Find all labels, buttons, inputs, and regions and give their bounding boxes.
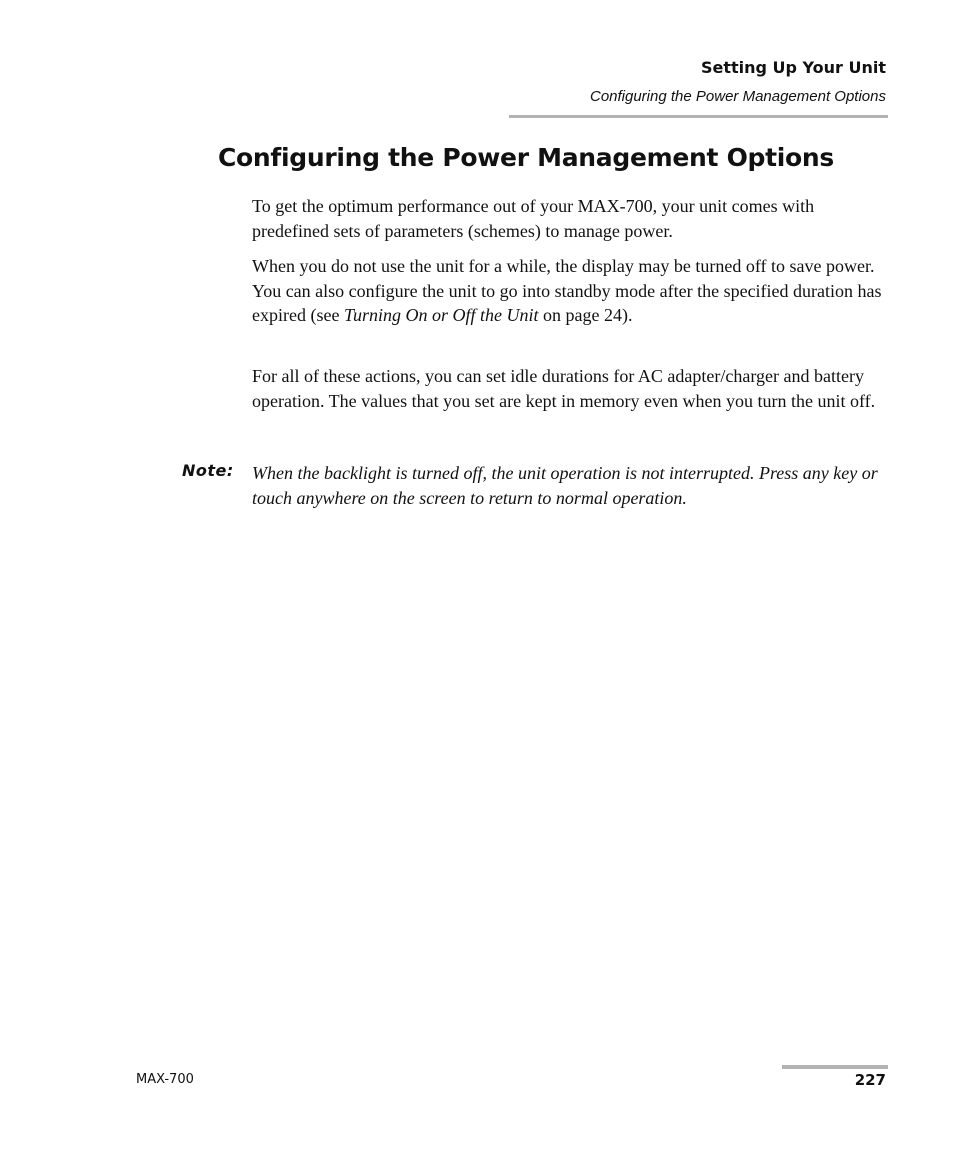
cross-reference-link[interactable]: Turning On or Off the Unit bbox=[343, 305, 539, 325]
paragraph-idle-durations: For all of these actions, you can set idle durations for AC adapter/charger and battery operation. The values that you set are kept in memory even when you turn the unit off. bbox=[252, 366, 876, 411]
running-header-chapter: Setting Up Your Unit bbox=[700, 58, 886, 77]
paragraph-intro: To get the optimum performance out of your MAX-700, your unit comes with predefined sets of parameters (schemes) to manage power. bbox=[252, 196, 815, 241]
page-title: Configuring the Power Management Options bbox=[218, 143, 834, 172]
paragraph-display-off bbox=[252, 254, 888, 328]
paragraph-text-before-link: When you do not use the unit for a while, the display may be turned off to save power. You can also configure the unit to go into standby mode after the specified duration has expired (see bbox=[252, 256, 882, 325]
running-header-section: Configuring the Power Management Options bbox=[589, 88, 886, 105]
note-text: When the backlight is turned off, the unit operation is not interrupted. Press any key or touch anywhere on the screen to return to normal operation. bbox=[252, 463, 878, 508]
note-label: Note: bbox=[182, 461, 234, 480]
footer-divider bbox=[782, 1065, 888, 1069]
footer-product-name: MAX-700 bbox=[136, 1072, 194, 1087]
header-divider bbox=[509, 115, 888, 118]
page-number: 227 bbox=[854, 1071, 886, 1089]
paragraph-text-after-link: on page 24). bbox=[538, 305, 633, 325]
